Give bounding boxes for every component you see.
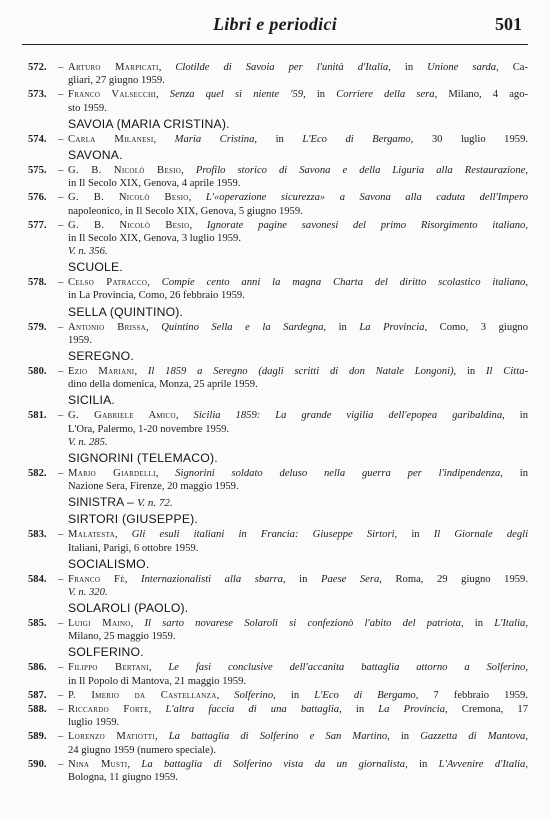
entry-continuation: in Il Popolo di Mantova, 21 maggio 1959. <box>68 675 247 687</box>
bibliography-entry <box>28 703 528 729</box>
entry-continuation: L'Ora, Palermo, 1-20 novembre 1959. <box>68 423 230 435</box>
entry-text: , in <box>500 467 528 479</box>
subject-heading: SIRTORI (GIUSEPPE). <box>68 512 198 527</box>
entry-first-line: 581. – G. Gabriele Amico, Sicilia 1859: La grande vigilia dell'epopea garibaldina, in <box>28 410 528 422</box>
entry-title: La battaglia di Solferino e San Martino <box>168 731 388 743</box>
entry-journal: L'Avvenire d'Italia <box>438 758 526 770</box>
entry-continuation: 1959. <box>68 334 92 346</box>
bibliography-entry <box>28 689 528 702</box>
entry-number: 576. <box>28 192 47 204</box>
bibliography-entry <box>28 528 528 554</box>
entry-dash: – <box>58 731 64 743</box>
entry-dash: – <box>58 133 64 145</box>
bibliography-entry <box>28 617 528 643</box>
entry-author: Mario Giardelli <box>68 467 156 479</box>
entry-author: P. Imerio da Castellanza <box>68 689 217 701</box>
bibliography-entry <box>28 61 528 87</box>
entry-first-line: 588. – Riccardo Forte, L'altra faccia di una battaglia, in La Provincia, Cremona, 17 <box>28 704 528 715</box>
entry-text: , Milano, 4 ago- <box>434 89 528 101</box>
entry-number: 584. <box>28 573 47 585</box>
entry-journal: L'Eco di Bergamo <box>314 689 416 701</box>
entry-text: , <box>525 219 528 231</box>
subject-heading: SOCIALISMO. <box>68 556 150 571</box>
entry-continuation: Nazione Sera, Firenze, 20 maggio 1959. <box>68 481 239 493</box>
entry-title: Le fasi conclusive dell'accanita battaglia attorno a Solferino <box>168 662 526 674</box>
entry-author: Filippo Bertani <box>68 662 149 674</box>
entry-author: G. B. Nicolò Besio <box>68 164 182 176</box>
entry-dash: – <box>58 62 64 73</box>
entry-dash: – <box>58 618 64 630</box>
entry-dash: – <box>58 277 64 289</box>
entry-continuation: in Il Secolo XIX, Genova, 3 luglio 1959. <box>68 232 242 244</box>
entry-title: Ignorate pagine savonesi del primo Risorgimento italiano <box>206 219 526 231</box>
entry-journal: Paese Sera <box>321 573 380 585</box>
entry-continuation: luglio 1959. <box>68 717 120 729</box>
entry-author: G. Gabriele Amico <box>68 410 176 422</box>
entry-title: Solferino <box>234 689 274 701</box>
entry-dash: – <box>58 529 64 541</box>
entry-dash: – <box>58 192 64 204</box>
entry-text: , in <box>323 321 360 333</box>
entry-first-line: 589. – Lorenzo Matiotti, La battaglia di Solferino e San Martino, in Gazzetta di Mantova, <box>28 731 528 743</box>
entry-number: 578. <box>28 277 47 289</box>
entry-text: , in <box>282 573 321 585</box>
entry-continuation: Italiani, Parigi, 6 ottobre 1959. <box>68 542 199 554</box>
entry-text: , Cremona, 17 <box>445 704 528 715</box>
bibliography-entry <box>28 573 528 599</box>
entry-number: 581. <box>28 410 47 422</box>
subject-heading: SEREGNO. <box>68 349 134 363</box>
entry-first-line: 573. – Franco Valsecchi, Senza quel sì niente '59, in Corriere della sera, Milano, 4 ago- <box>28 89 528 101</box>
entry-text: , in <box>303 89 337 101</box>
entry-number: 577. <box>28 219 47 231</box>
entry-author: Nina Musti <box>68 758 128 770</box>
bibliography-entry <box>28 365 528 391</box>
entry-title: L'altra faccia di una battaglia <box>165 704 340 715</box>
header-rule <box>22 44 528 45</box>
entry-title: Internazionalisti alla sbarra <box>141 573 283 585</box>
entry-first-line: 587. – P. Imerio da Castellanza, Solferino, in L'Eco di Bergamo, 7 febbraio 1959. <box>28 689 528 701</box>
entry-title: La battaglia di Solferino vista da un giornalista <box>141 758 406 770</box>
entry-text: , in <box>460 618 495 630</box>
entry-dash: – <box>58 662 64 674</box>
bibliography-entry <box>28 133 528 146</box>
entry-title: Il sarto novarese Solaroli si confezionò l'abito del patriota <box>144 618 461 630</box>
entry-title: Il 1859 a Seregno (dagli scritti di don Natale Longoni) <box>147 366 454 377</box>
entry-dash: – <box>58 689 64 701</box>
entry-continuation: Milano, 25 maggio 1959. <box>68 631 176 643</box>
entry-text: , 7 febbraio 1959. <box>415 689 528 701</box>
entry-author: Malatesta <box>68 529 115 541</box>
entry-number: 585. <box>28 618 47 630</box>
subject-heading: SAVOIA (MARIA CRISTINA). <box>68 116 230 131</box>
entry-first-line: 585. – Luigi Maino, Il sarto novarese Solaroli si confezionò l'abito del patriota, in L'Italia, <box>28 618 528 630</box>
cross-reference: V. n. 356. <box>68 246 108 258</box>
entry-text: , in <box>387 731 421 743</box>
entry-journal: Unione sarda <box>427 62 497 73</box>
bibliography-entry <box>28 191 528 217</box>
entry-dash: – <box>58 758 64 770</box>
entry-continuation: gliari, 27 giugno 1959. <box>68 75 165 87</box>
entry-author: Lorenzo Matiotti <box>68 731 155 743</box>
entry-author: G. B. Nicolò Besio <box>68 219 190 231</box>
entry-text: , Roma, 29 giugno 1959. <box>379 573 528 585</box>
subject-heading: SICILIA. <box>68 393 115 408</box>
entry-continuation: napoleonico, in Il Secolo XIX, Genova, 5 giugno 1959. <box>68 205 303 217</box>
entry-text: , in <box>254 133 303 145</box>
subject-heading: SIGNORINI (TELEMACO). <box>68 450 218 465</box>
entry-author: Ezio Mariani <box>68 366 135 377</box>
entry-first-line: 579. – Antonio Brissa, Quintino Sella e la Sardegna, in La Provincia, Como, 3 giugno <box>28 321 528 333</box>
entry-author: Arturo Marpicati <box>68 62 159 73</box>
entry-text: , Como, 3 giugno <box>424 321 528 333</box>
entry-author: Franco Fè <box>68 573 125 585</box>
entry-title: Profilo storico di Savona e della Liguria alla Restaurazione <box>195 164 526 176</box>
entry-title: Senza quel sì niente '59 <box>169 89 304 101</box>
entry-continuation: 24 giugno 1959 (numero speciale). <box>68 744 216 756</box>
entry-text: , <box>525 277 528 289</box>
entry-number: 582. <box>28 467 47 479</box>
bibliography-entry <box>28 730 528 756</box>
entry-text: , <box>525 662 528 674</box>
entry-first-line: 572. – Arturo Marpicati, Clotilde di Savoia per l'unità d'Italia, in Unione sarda, Ca- <box>28 62 528 73</box>
entry-dash: – <box>58 573 64 585</box>
entry-title: Clotilde di Savoia per l'unità d'Italia <box>175 62 389 73</box>
entry-journal: L'Italia <box>494 618 526 630</box>
bibliography-entry <box>28 661 528 687</box>
entry-title: L'«operazione sicurezza» a Savona alla caduta dell'Impero <box>205 192 528 204</box>
subject-heading: SCUOLE. <box>68 260 123 275</box>
entry-first-line: 582. – Mario Giardelli, Signorini soldato deluso nella guerra per l'indipendenza, in <box>28 467 528 479</box>
subject-heading-crossref <box>28 495 528 510</box>
bibliography-entry <box>28 409 528 449</box>
bibliography-entry <box>28 164 528 190</box>
bibliography-entry <box>28 88 528 114</box>
subject-heading: SAVONA. <box>68 147 123 162</box>
entry-author: Franco Valsecchi <box>68 89 157 101</box>
entry-continuation: sto 1959. <box>68 102 107 114</box>
bibliography-entry <box>28 467 528 493</box>
entry-journal: Corriere della sera <box>336 89 435 101</box>
entry-dash: – <box>58 410 64 422</box>
entry-author: Riccardo Forte <box>68 704 149 715</box>
entry-text: , <box>525 618 528 630</box>
entry-text: , in <box>273 689 315 701</box>
entry-first-line: 580. – Ezio Mariani, Il 1859 a Seregno (dagli scritti di don Natale Longoni), in Il Citta- <box>28 366 528 377</box>
entry-first-line: 577. – G. B. Nicolò Besio, Ignorate pagine savonesi del primo Risorgimento italiano, <box>28 219 528 231</box>
subject-heading: SELLA (QUINTINO). <box>68 304 184 319</box>
entry-text: , <box>525 758 528 770</box>
subject-heading: SOLAROLI (PAOLO). <box>68 601 189 616</box>
heading-label: SINISTRA – <box>68 495 138 510</box>
entry-journal: Il Citta- <box>486 366 528 377</box>
entry-dash: – <box>58 219 64 231</box>
entry-journal: Gazzetta di Mantova <box>420 731 526 743</box>
entry-author: G. B. Nicolò Besio <box>68 192 189 204</box>
entry-first-line: 584. – Franco Fè, Internazionalisti alla sbarra, in Paese Sera, Roma, 29 giugno 1959. <box>28 573 528 585</box>
entry-text: , 30 luglio 1959. <box>410 133 528 145</box>
entry-continuation: in La Provincia, Como, 26 febbraio 1959. <box>68 290 245 302</box>
bibliography-entry <box>28 219 528 259</box>
entry-title: Sicilia 1859: La grande vigilia dell'epopea garibaldina <box>193 410 503 422</box>
entry-dash: – <box>58 164 64 176</box>
entry-continuation: in Il Secolo XIX, Genova, 4 aprile 1959. <box>68 178 241 190</box>
entry-first-line: 575. – G. B. Nicolò Besio, Profilo storico di Savona e della Liguria alla Restaurazione, <box>28 164 528 176</box>
cross-reference: V. n. 285. <box>68 436 108 448</box>
page-number: 501 <box>495 14 522 34</box>
entry-first-line: 586. – Filippo Bertani, Le fasi conclusive dell'accanita battaglia attorno a Solferino, <box>28 662 528 674</box>
entry-first-line: 590. – Nina Musti, La battaglia di Solferino vista da un giornalista, in L'Avvenire d'Italia, <box>28 758 528 770</box>
entry-dash: – <box>58 704 64 715</box>
entry-number: 586. <box>28 662 47 674</box>
entry-dash: – <box>58 321 64 333</box>
entry-number: 588. <box>28 704 47 715</box>
entry-dash: – <box>58 89 64 101</box>
entry-first-line: 576. – G. B. Nicolò Besio, L'«operazione sicurezza» a Savona alla caduta dell'Impero <box>28 192 528 204</box>
entry-title: Maria Cristina <box>174 133 255 145</box>
entry-journal: La Provincia <box>378 704 445 715</box>
entry-author: Celso Patracco <box>68 277 148 289</box>
entry-first-line: 578. – Celso Patracco, Compie cento anni la magna Charta del diritto scolastico italiano, <box>28 277 528 289</box>
entry-first-line: 574. – Carla Milanesi, Maria Cristina, in L'Eco di Bergamo, 30 luglio 1959. <box>28 133 528 145</box>
entry-title: Quintino Sella e la Sardegna <box>161 321 324 333</box>
entry-text: , <box>525 164 528 176</box>
entry-title: Gli esuli italiani in Francia: Giuseppe Sirtori <box>131 529 395 541</box>
entry-number: 590. <box>28 758 47 770</box>
bibliography-list <box>28 61 528 785</box>
entry-number: 589. <box>28 731 47 743</box>
entry-dash: – <box>58 366 64 377</box>
entry-journal: La Provincia <box>359 321 425 333</box>
entry-text: , Ca- <box>496 62 528 73</box>
entry-author: Antonio Brissa <box>68 321 146 333</box>
entry-text: , in <box>502 410 528 422</box>
bibliography-entry <box>28 758 528 784</box>
entry-title: Compie cento anni la magna Charta del diritto scolastico italiano <box>161 277 526 289</box>
cross-reference: V. n. 72. <box>137 497 173 510</box>
entry-number: 575. <box>28 164 47 176</box>
entry-number: 574. <box>28 133 47 145</box>
entry-text: , <box>525 731 528 743</box>
entry-author: Carla Milanesi <box>68 133 154 145</box>
page-header <box>22 10 528 46</box>
entry-text: , in <box>388 62 428 73</box>
entry-number: 572. <box>28 62 47 73</box>
entry-journal: L'Eco di Bergamo <box>302 133 411 145</box>
entry-number: 580. <box>28 366 47 377</box>
entry-number: 587. <box>28 689 47 701</box>
entry-continuation: dino della domenica, Monza, 25 aprile 1959. <box>68 379 258 391</box>
entry-number: 579. <box>28 321 47 333</box>
entry-journal: Il Giornale degli <box>433 529 528 541</box>
entry-first-line: 583. – Malatesta, Gli esuli italiani in Francia: Giuseppe Sirtori, in Il Giornale degli <box>28 529 528 541</box>
entry-text: , in <box>394 529 434 541</box>
subject-heading: SOLFERINO. <box>68 645 144 660</box>
bibliography-entry <box>28 321 528 347</box>
entry-title: Signorini soldato deluso nella guerra per l'indipendenza <box>175 467 501 479</box>
entry-dash: – <box>58 467 64 479</box>
entry-continuation: Bologna, 11 giugno 1959. <box>68 771 178 783</box>
entry-text: , in <box>339 704 379 715</box>
entry-text: , in <box>405 758 439 770</box>
entry-number: 573. <box>28 89 47 101</box>
running-title: Libri e periodici <box>212 14 338 34</box>
bibliography-entry <box>28 276 528 302</box>
entry-text: , in <box>453 366 487 377</box>
cross-reference: V. n. 320. <box>68 586 108 598</box>
entry-number: 583. <box>28 529 47 541</box>
entry-author: Luigi Maino <box>68 618 131 630</box>
